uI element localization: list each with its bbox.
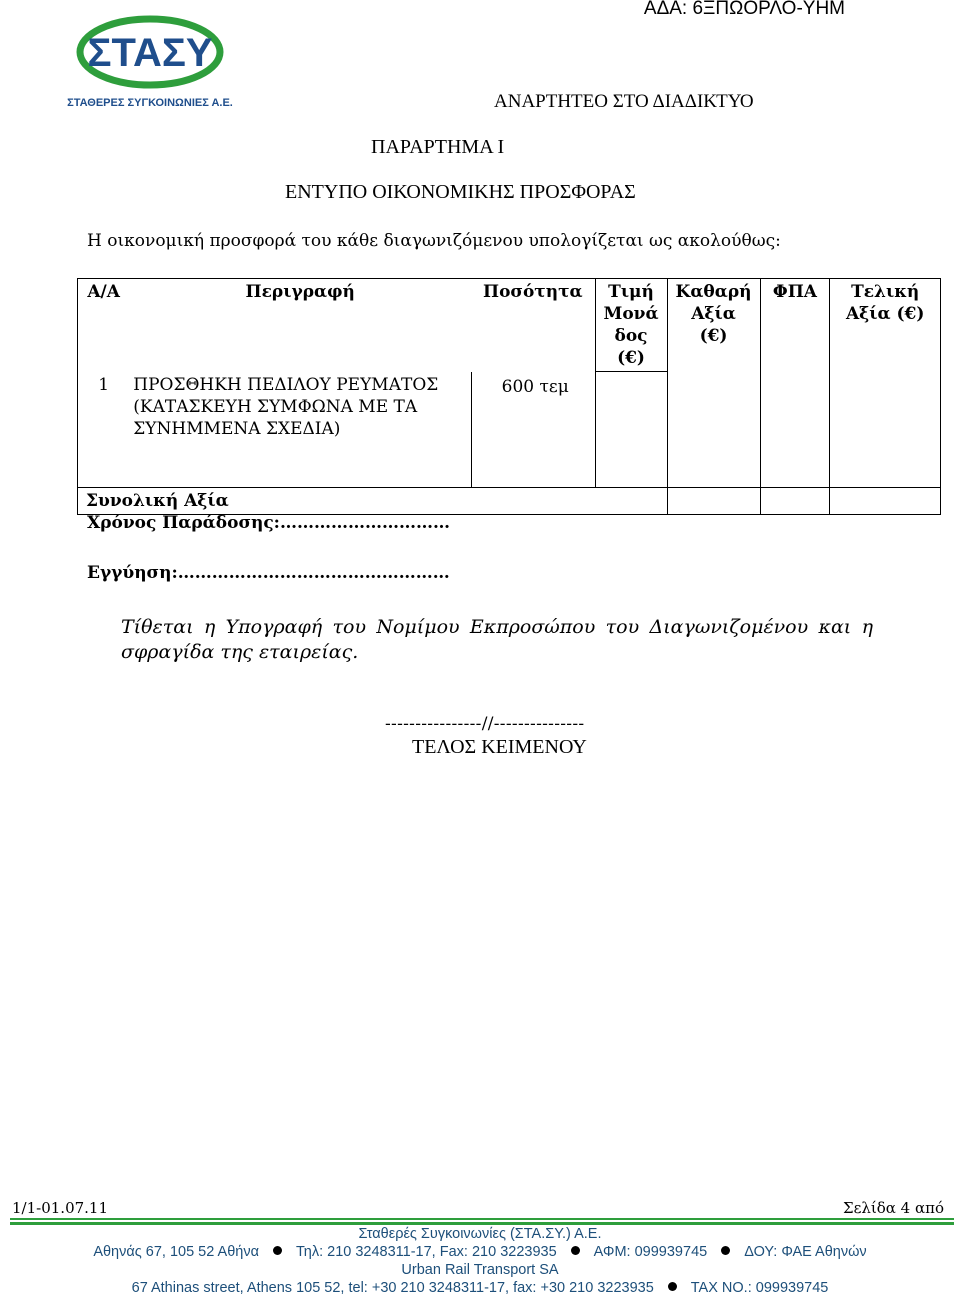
page-code: 1/1-01.07.11 [12,1199,109,1217]
total-label: Συνολική Αξία [78,488,668,515]
footer-contact-en [0,1280,960,1296]
header-final-value-line2: Αξία (€) [845,304,925,324]
annex-title: ΠΑΡΑΡΤΗΜΑ Ι [371,136,505,158]
header-quantity: Ποσότητα [471,279,595,372]
table-row [78,372,941,488]
footer-address-en: 67 Athinas street, Athens 105 52, tel: +30 210 3248311-17, fax: +30 210 3223935 [131,1280,654,1296]
logo-subtitle: ΣΤΑΘΕΡΕΣ ΣΥΓΚΟΙΝΩΝΙΕΣ Α.Ε. [67,97,233,109]
header-unit-price-line1: Τιμή [608,282,654,302]
logo-text: ΣΤΑΣΥ [87,31,213,75]
total-vat [760,488,830,515]
row-final-value [830,372,941,488]
header-net-value-line1: Καθαρή [675,282,752,302]
ada-code: ΑΔΑ: 6ΞΠΩΟΡΛΟ-ΥΗΜ [643,0,845,19]
row-vat [760,372,830,488]
footer-afm-gr: ΑΦΜ: 099939745 [593,1244,708,1260]
intro-text: Η οικονομική προσφορά του κάθε διαγωνιζόμενου υπολογίζεται ως ακολούθως: [87,231,781,251]
delivery-time-field: Χρόνος Παράδοσης:………………………… [87,513,450,533]
row-description: ΠΡΟΣΘΗΚΗ ΠΕΔΙΛΟΥ ΡΕΥΜΑΤΟΣ (ΚΑΤΑΣΚΕΥΗ ΣΥΜΦΩΝΑ ΜΕ ΤΑ ΣΥΝΗΜΜΕΝΑ ΣΧΕΔΙΑ) [129,372,471,488]
bullet-icon [668,1282,677,1291]
header-aa: Α/Α [78,279,130,372]
row-quantity: 600 τεμ [471,372,595,488]
footer-company-gr: Σταθερές Συγκοινωνίες (ΣΤΑ.ΣΥ.) Α.Ε. [358,1226,602,1242]
row-net-value [667,372,760,488]
row-aa: 1 [78,372,130,488]
footer-rule-bottom [10,1222,954,1225]
total-row [78,488,941,515]
guarantee-field: Εγγύηση:………………………………………… [87,563,450,583]
page-number: Σελίδα 4 από [842,1199,944,1217]
header-final-value [830,279,941,372]
offer-table [77,278,941,515]
footer-tax-en: TAX NO.: 099939745 [690,1280,829,1296]
header-description: Περιγραφή [129,279,471,372]
bullet-icon [571,1246,580,1255]
header-net-value-line2: Αξία (€) [691,304,736,346]
total-final-value [830,488,941,515]
table-header-row [78,279,941,372]
end-of-text: ΤΕΛΟΣ ΚΕΙΜΕΝΟΥ [412,736,587,758]
posting-note: ΑΝΑΡΤΗΤΕΟ ΣΤΟ ΔΙΑΔΙΚΤΥΟ [494,91,754,112]
footer-address-gr: Αθηνάς 67, 105 52 Αθήνα [93,1244,259,1260]
header-unit-price-line2: Μονά [603,304,659,324]
header-unit-price [595,279,667,372]
header-net-value [667,279,760,372]
footer-doy-gr: ΔΟΥ: ΦΑΕ Αθηνών [744,1244,867,1260]
header-unit-price-line3: δος (€) [614,326,648,368]
footer-contact-gr [0,1244,960,1260]
bullet-icon [721,1246,730,1255]
form-title: ΕΝΤΥΠΟ ΟΙΚΟΝΟΜΙΚΗΣ ΠΡΟΣΦΟΡΑΣ [285,181,636,203]
stasy-logo [67,14,233,110]
row-unit-price [595,372,667,488]
header-final-value-line1: Τελική [851,282,920,302]
signature-note: Τίθεται η Υπογραφή του Νομίμου Εκπροσώπου του Διαγωνιζομένου και η σφραγίδα της εταιρείας. [121,616,873,663]
end-separator: ----------------//--------------- [385,714,585,734]
footer-company-en: Urban Rail Transport SA [401,1262,559,1278]
footer-phone-gr: Τηλ: 210 3248311-17, Fax: 210 3223935 [295,1244,557,1260]
bullet-icon [273,1246,282,1255]
footer-rule-top [10,1218,954,1220]
header-vat: ΦΠΑ [760,279,830,372]
total-net-value [667,488,760,515]
